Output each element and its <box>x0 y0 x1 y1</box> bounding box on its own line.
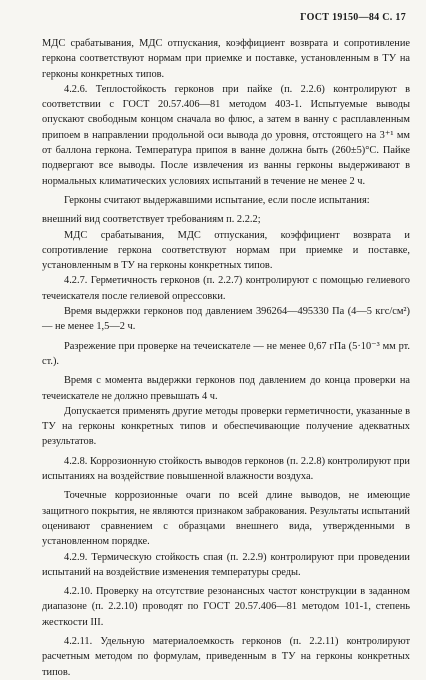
paragraph-4-2-9: 4.2.9. Термическую стойкость спая (п. 2.2.9) контролируют при проведении испытаний на воздействие изменения температуры среды. <box>42 551 410 578</box>
paragraph-4-2-7: 4.2.7. Герметичность герконов (п. 2.2.7) контролируют с помощью гелиевого течеискателя после гелиевой опрессовки. <box>42 275 410 302</box>
paragraph-4-2-11: 4.2.11. Удельную материалоемкость герконов (п. 2.2.11) контролируют расчетным методом по формулам, приведенным в ТУ на герконы конкретных типов. <box>42 635 410 678</box>
paragraph-vacuum: Разрежение при проверке на течеискателе — не менее 0,67 гПа (5·10⁻³ мм рт. ст.). <box>42 340 410 367</box>
paragraph-corrosion-spots: Точечные коррозионные очаги по всей длине выводов, не имеющие защитного покрытия, не являются признаком забракования. Результаты испытаний оценивают сравнением с образцами внешнего вида, утвержденными в установленном порядке. <box>42 490 410 548</box>
paragraph-pressure-time: Время выдержки герконов под давлением 396264—495330 Па (4—5 кгс/см²) — не менее 1,5—2 ч. <box>42 306 410 333</box>
paragraph-mds-parameters: МДС срабатывания, МДС отпускания, коэффициент возврата и сопротивление геркона соответствуют нормам при приемке и поставке, установленным в ТУ на герконы конкретных типов. <box>42 38 410 80</box>
paragraph-time-limit: Время с момента выдержки герконов под давлением до конца проверки на течеискателе не должно превышать 4 ч. <box>42 375 410 402</box>
page-header: ГОСТ 19150—84 С. 17 <box>300 12 406 23</box>
paragraph-4-2-6: 4.2.6. Теплостойкость герконов при пайке (п. 2.2.6) контролируют в соответствии с ГОСТ 20.57.406—81 методом 403-1. Испытуемые выводы опускают свободным концом сначала во флюс, а затем в ванну с расплавленным припоем в направлении продольной оси вывода до уровня, отстоящего на 3⁺¹ мм от баллона геркона. Температура припоя в ванне должна быть (260±5)°С. Пайке подвергают все выводы. После извлечения из ванны герконы выдерживают в нормальных климатических условиях испытаний в течение не менее 2 ч. <box>42 83 410 187</box>
document-body <box>42 36 410 680</box>
paragraph-mds-parameters-2: МДС срабатывания, МДС отпускания, коэффициент возврата и сопротивление геркона соответствуют нормам при приемке и поставке, установленным в ТУ на герконы конкретных типов. <box>42 229 410 272</box>
paragraph-external-view: внешний вид соответствует требованиям п. 2.2.2; <box>42 214 261 226</box>
paragraph-4-2-10: 4.2.10. Проверку на отсутствие резонансных частот конструкции в заданном диапазоне (п. 2.2.10) проводят по ГОСТ 20.57.406—81 методом 101-1, степень жесткости III. <box>42 586 410 628</box>
paragraph-4-2-8: 4.2.8. Коррозионную стойкость выводов герконов (п. 2.2.8) контролируют при испытаниях на воздействие повышенной влажности воздуха. <box>42 455 410 483</box>
paragraph-passed-condition: Герконы считают выдержавшими испытание, если после испытания: <box>64 194 370 206</box>
paragraph-other-methods: Допускается применять другие методы проверки герметичности, указанные в ТУ на герконы конкретных типов и обеспечивающие получение адекватных результатов. <box>42 405 410 448</box>
